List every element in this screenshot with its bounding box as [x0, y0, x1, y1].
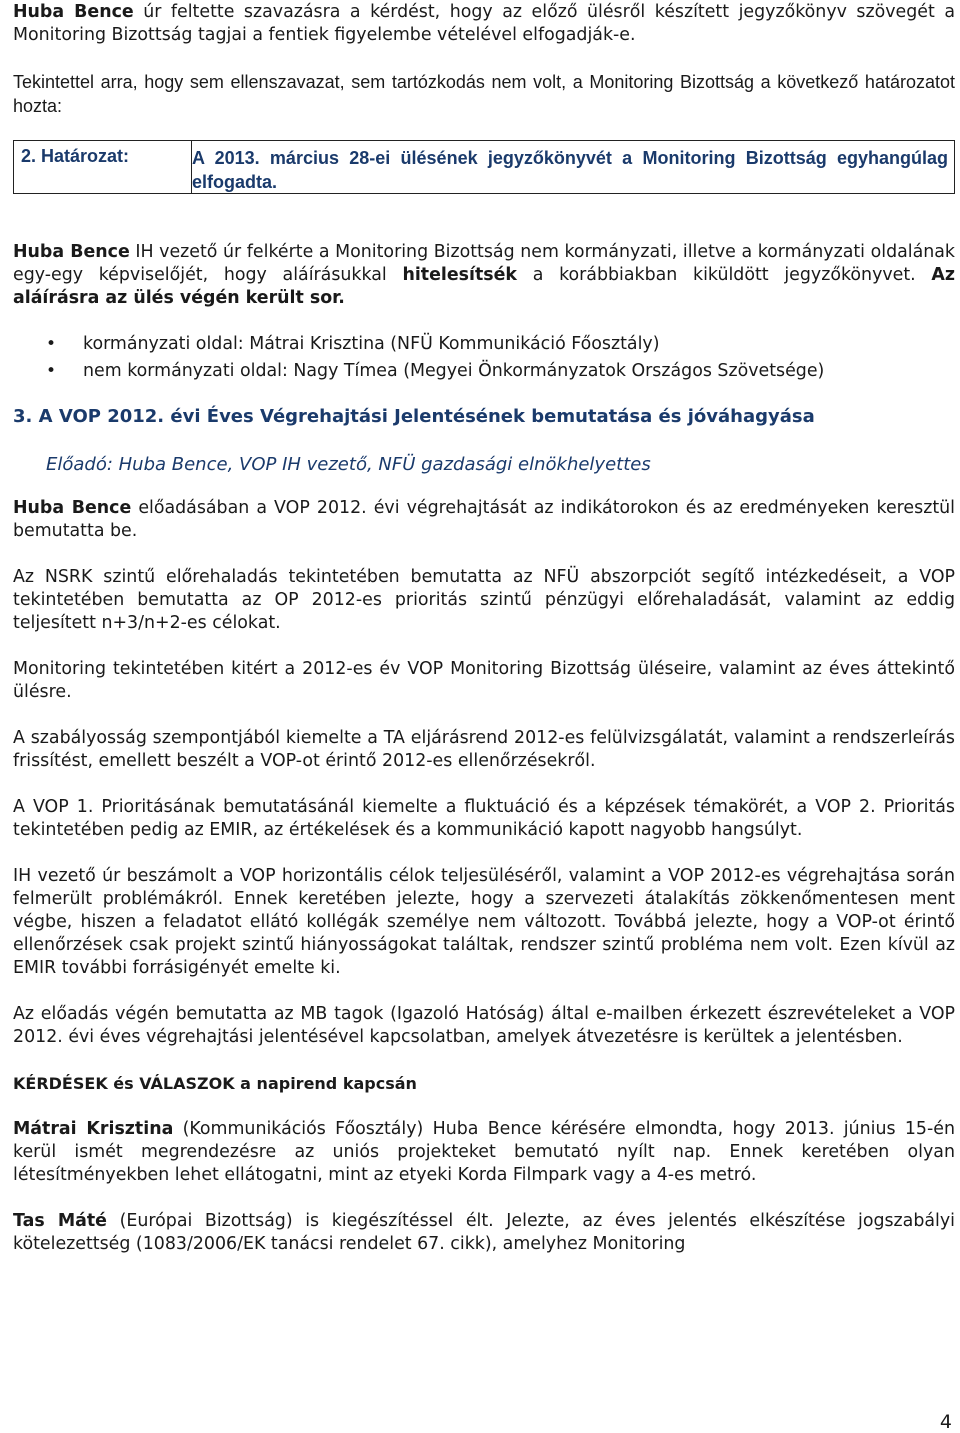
speaker-name: Huba Bence — [13, 242, 130, 262]
paragraph-presentation: Huba Bence előadásában a VOP 2012. évi végrehajtását az indikátorokon és az eredményeken keresztül bemutatta be. — [13, 498, 955, 541]
paragraph-nsrk: Az NSRK szintű előrehaladás tekintetében bemutatta az NFÜ abszorpciót segítő intézkedéseit, a VOP tekintetében bemutatta az OP 2012-es prioritás szintű pénzügyi előrehaladását, valamint az eddig teljesített n+3/n+2-es célokat. — [13, 567, 955, 633]
presenter-line: Előadó: Huba Bence, VOP IH vezető, NFÜ gazdasági elnökhelyettes — [46, 454, 651, 475]
paragraph-resolution-intro: Tekintettel arra, hogy sem ellenszavazat, sem tartózkodás nem volt, a Monitoring Bizottság a következő határozatot hozta: — [13, 72, 955, 116]
speaker-name: Huba Bence — [13, 498, 132, 518]
speaker-name: Huba Bence — [13, 2, 134, 22]
document-page — [13, 0, 955, 1256]
qa-heading: KÉRDÉSEK és VÁLASZOK a napirend kapcsán — [13, 1074, 417, 1093]
paragraph-priorities: A VOP 1. Prioritásának bemutatásánál kiemelte a fluktuáció és a képzések témakörét, a VOP 2. Prioritás tekintetében pedig az EMIR, az értékelések és a kommunikáció kapott nagyobb hangsúlyt. — [13, 797, 955, 840]
speaker-name: Tas Máté — [13, 1211, 107, 1231]
paragraph-comments: Az előadás végén bemutatta az MB tagok (Igazoló Hatóság) által e-mailben érkezett észrevételeket a VOP 2012. évi éves végrehajtási jelentésével kapcsolatban, amelyek átvezetésre is kerültek a jelentésben. — [13, 1004, 955, 1047]
paragraph-open-day: Mátrai Krisztina (Kommunikációs Főosztály) Huba Bence kérésére elmondta, hogy 2013. június 15-én kerül ismét megrendezésre az uniós projekteket bemutató nyílt nap. Ennek keretében olyan létesítményekben lehet ellátogatni, mint az etyeki Korda Filmpark vagy a 4-es metró. — [13, 1119, 955, 1185]
section-heading: 3. A VOP 2012. évi Éves Végrehajtási Jelentésének bemutatása és jóváhagyása — [13, 406, 815, 427]
paragraph-vote-question: Huba Bence úr feltette szavazásra a kérdést, hogy az előző ülésről készített jegyzőkönyv szövegét a Monitoring Bizottság tagjai a fentiek figyelembe vételével elfogadják-e. — [13, 2, 955, 45]
speaker-name: Mátrai Krisztina — [13, 1119, 174, 1139]
list-item: • nem kormányzati oldal: Nagy Tímea (Megyei Önkormányzatok Országos Szövetsége) — [13, 358, 955, 385]
paragraph-commission: Tas Máté (Európai Bizottság) is kiegészítéssel élt. Jelezte, az éves jelentés elkészítése jogszabályi kötelezettség (1083/2006/EK tanácsi rendelet 67. cikk), amelyhez Monitoring — [13, 1211, 955, 1254]
page-number: 4 — [939, 1411, 952, 1433]
list-item: • kormányzati oldal: Mátrai Krisztina (NFÜ Kommunikáció Főosztály) — [13, 331, 955, 358]
resolution-number: 2. Határozat: — [21, 146, 130, 166]
paragraph-horizontal-goals: IH vezető úr beszámolt a VOP horizontális célok teljesüléséről, valamint a VOP 2012-es végrehajtása során felmerült problémákról. Ennek keretében jelezte, hogy a szervezeti átalakítás zökkenőmentesen ment végbe, hiszen a feladatot ellátó kollégák személye nem változott. Továbbá jelezte, hogy a VOP-ot érintő ellenőrzések csak projekt szintű hiányosságokat találtak, rendszer szintű probléma nem volt. Ezen kívül az EMIR további forrásigényét emelte ki. — [13, 866, 955, 978]
resolution-box — [13, 140, 955, 194]
paragraph-authentication: Huba Bence IH vezető úr felkérte a Monitoring Bizottság nem kormányzati, illetve a kormányzati oldalának egy-egy képviselőjét, hogy aláírásukkal hitelesítsék a korábbiakban kiküldött jegyzőkönyvet. Az aláírásra az ülés végén került sor. — [13, 242, 956, 308]
signatories-list — [13, 331, 955, 385]
paragraph-regularity: A szabályosság szempontjából kiemelte a TA eljárásrend 2012-es felülvizsgálatát, valamint a rendszerleírás frissítést, emellett beszélt a VOP-ot érintő 2012-es ellenőrzésekről. — [13, 728, 955, 771]
resolution-text: A 2013. március 28-ei ülésének jegyzőkönyvét a Monitoring Bizottság egyhangúlag elfogadta. — [192, 148, 948, 192]
paragraph-monitoring: Monitoring tekintetében kitért a 2012-es év VOP Monitoring Bizottság üléseire, valamint az éves áttekintő ülésre. — [13, 659, 955, 702]
